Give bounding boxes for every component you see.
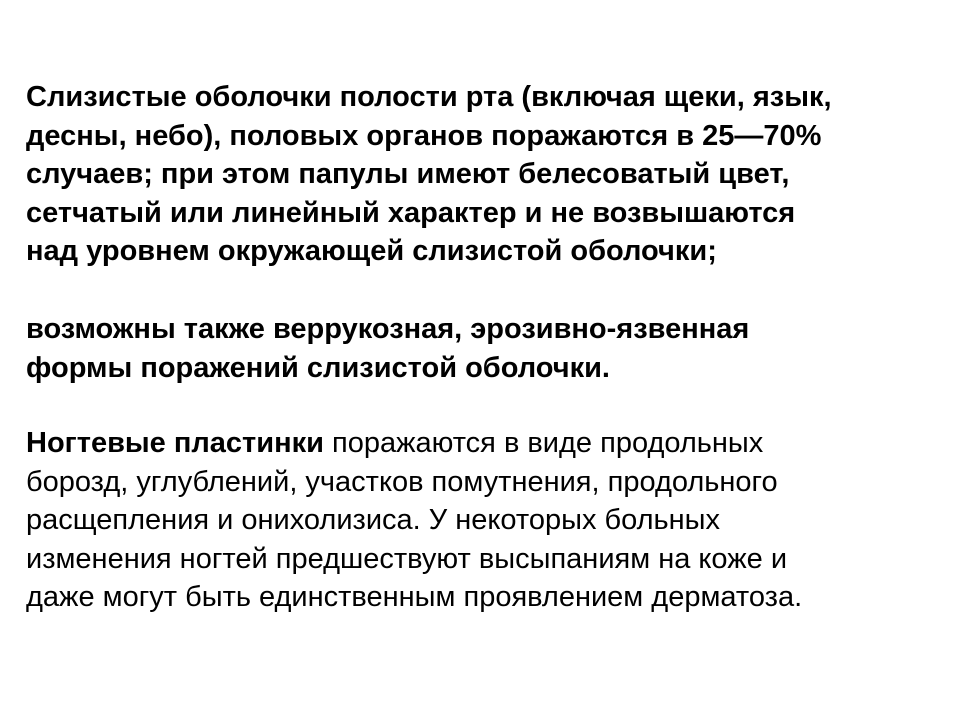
text-line: возможны также веррукозная, эрозивно-язвенная [26,313,750,345]
text-line: даже могут быть единственным проявлением дерматоза. [26,581,803,613]
text-line: случаев; при этом папулы имеют белесоватый цвет, [26,158,790,190]
paragraph-nail-plates [26,424,931,617]
text-line: Слизистые оболочки полости рта (включая щеки, язык, [26,81,832,113]
text-line: десны, небо), половых органов поражаются в 25—70% [26,119,822,152]
text-line: борозд, углублений, участков помутнения, продольного [26,465,778,498]
text-line: формы поражений слизистой оболочки. [26,351,610,384]
text-line: изменения ногтей предшествуют высыпаниям на коже и [26,542,788,575]
text-line: расщепления и онихолизиса. У некоторых больных [26,504,721,536]
text-line: над уровнем окружающей слизистой оболочки; [26,235,717,267]
nail-plates-heading: Ногтевые пластинки [26,427,324,459]
text-line-rest: поражаются в виде продольных [323,427,764,459]
paragraph-mucous-membranes [26,78,931,271]
text-line-first [26,424,931,463]
paragraph-lesion-forms [26,310,931,387]
text-line: сетчатый или линейный характер и не возвышаются [26,196,796,229]
